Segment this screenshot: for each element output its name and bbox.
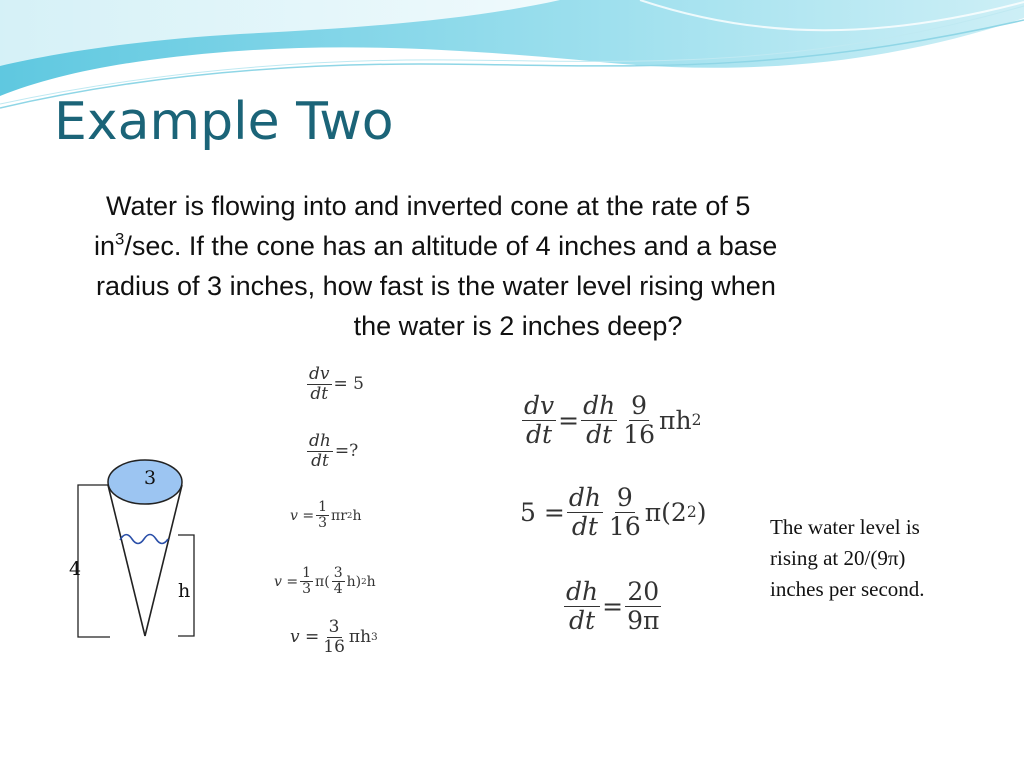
problem-line-2: [88, 226, 978, 266]
radius-label: 3: [144, 467, 157, 489]
problem-line-4: the water is 2 inches deep?: [353, 311, 683, 341]
problem-line-2-text: /sec. If the cone has an altitude of 4 inches and a base: [124, 231, 778, 261]
equation-dhdt-unknown: $\frac{dh}{dt}$ =?: [309, 431, 359, 471]
problem-line-1: Water is flowing into and inverted cone at the rate of 5: [106, 191, 751, 221]
height-label: h: [178, 580, 191, 602]
problem-statement: [88, 186, 978, 346]
equation-volume-in-h: v = $\frac{3}{16}$ πh 3: [290, 617, 378, 657]
equation-plug-in: 5 = $\frac{dh}{dt}$ $\frac{9}{16}$ π(2 2 ): [520, 483, 707, 541]
answer-line-3: inches per second.: [770, 577, 925, 601]
problem-unit: in: [94, 231, 116, 261]
problem-unit-exponent: 3: [115, 229, 125, 249]
answer-line-1: The water level is: [770, 515, 920, 539]
answer-line-2: rising at 20/(9π): [770, 546, 906, 570]
problem-line-3: radius of 3 inches, how fast is the water level rising when: [96, 271, 776, 301]
altitude-label: 4: [69, 558, 82, 580]
equation-dvdt-given: $\frac{dv}{dt}$ = 5: [309, 364, 364, 404]
equation-cone-volume: v = $\frac{1}{3}$ πr 2 h: [290, 499, 362, 532]
equation-result: $\frac{dh}{dt}$ = $\frac{20}{9\pi}$: [566, 577, 660, 635]
equation-volume-substitution: v = $\frac{1}{3}$ π( $\frac{3}{4}$ h) 2 h: [274, 565, 376, 598]
inverted-cone-diagram: [68, 455, 203, 640]
equation-derivative: $\frac{dv}{dt}$ = $\frac{dh}{dt}$ $\frac{9}{16}$ πh 2: [524, 391, 702, 449]
slide-title: Example Two: [54, 92, 394, 152]
answer-text: [770, 512, 1000, 605]
